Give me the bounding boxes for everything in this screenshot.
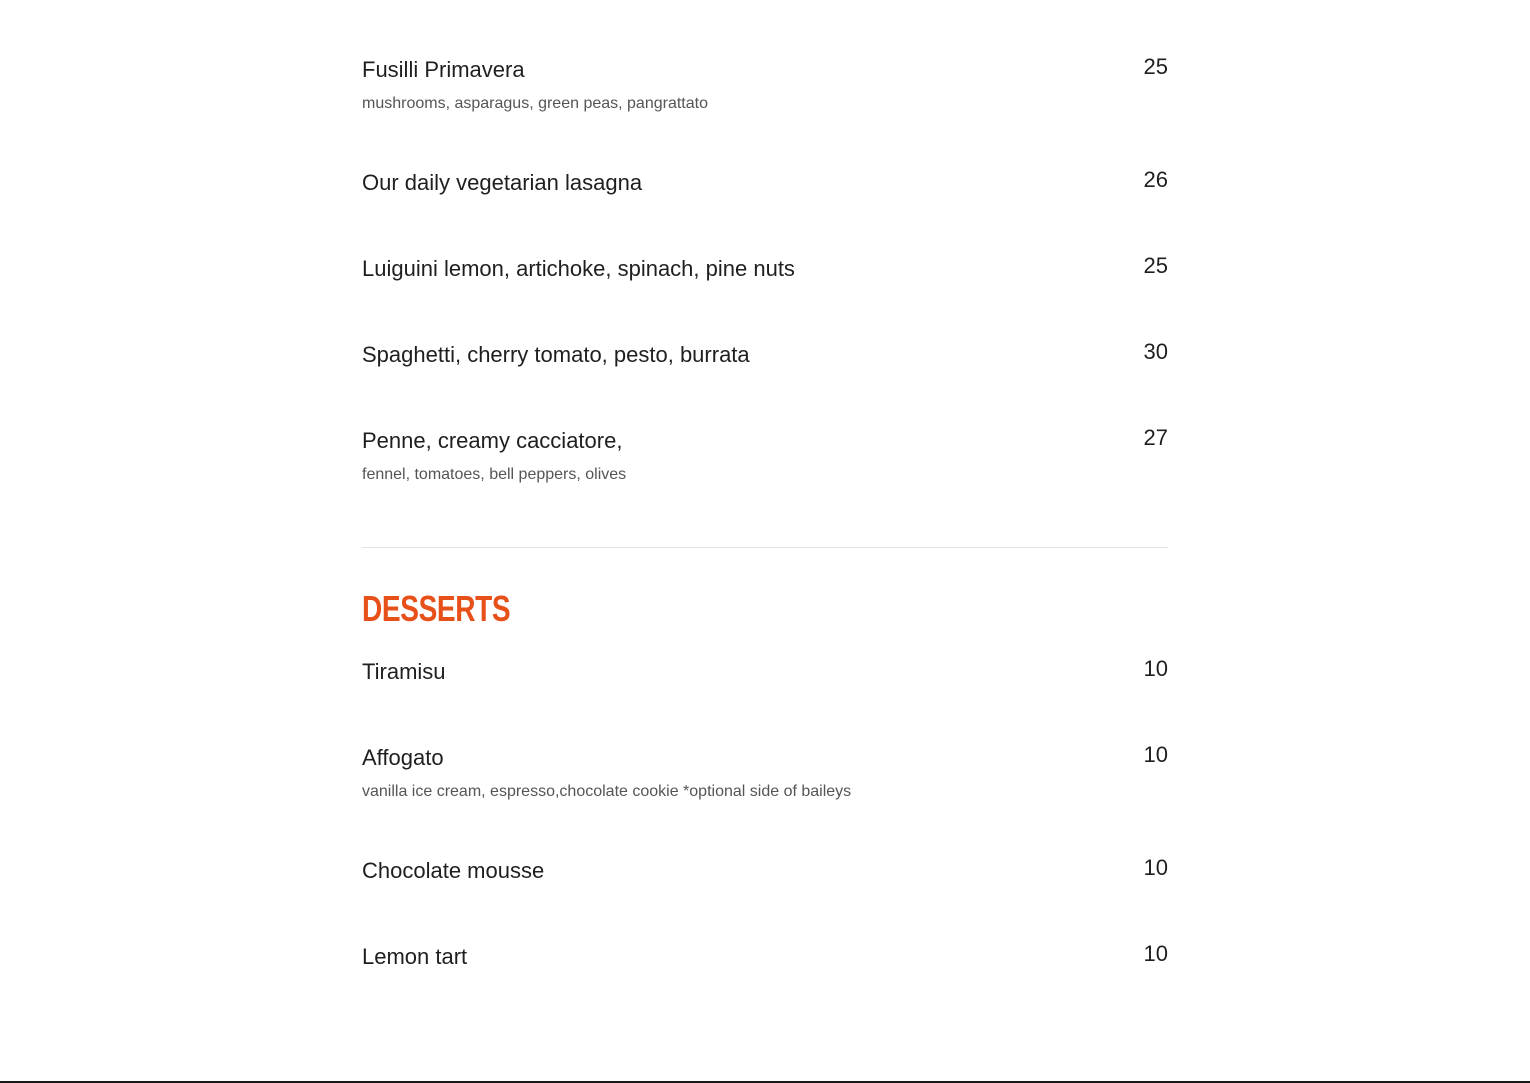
menu-item-price: 10 <box>1143 656 1168 681</box>
menu-item-price: 10 <box>1143 742 1168 767</box>
previous-section-heading-cut <box>362 0 782 4</box>
menu-item-name: Luiguini lemon, artichoke, spinach, pine nuts <box>362 256 795 281</box>
menu-item-name: Chocolate mousse <box>362 858 545 883</box>
menu-item-name: Spaghetti, cherry tomato, pesto, burrata <box>362 342 750 367</box>
menu-item-price: 27 <box>1143 425 1168 450</box>
menu-item-description: fennel, tomatoes, bell peppers, olives <box>362 466 627 483</box>
menu-item-description: vanilla ice cream, espresso,chocolate cookie *optional side of baileys <box>362 783 852 800</box>
menu-item-price: 26 <box>1143 167 1168 192</box>
menu-item-name: Lemon tart <box>362 944 468 969</box>
menu-item-description: mushrooms, asparagus, green peas, pangrattato <box>362 95 708 112</box>
menu-item-price: 10 <box>1143 941 1168 966</box>
menu-item-name: Tiramisu <box>362 659 446 684</box>
section-title-desserts: DESSERTS <box>362 588 511 629</box>
menu-item-name: Fusilli Primavera <box>362 57 525 82</box>
section-divider <box>362 547 1168 548</box>
menu-item-name: Penne, creamy cacciatore, <box>362 428 623 453</box>
menu-item-price: 25 <box>1143 253 1168 278</box>
menu-item-price: 25 <box>1143 54 1168 79</box>
menu-item-name: Affogato <box>362 745 444 770</box>
menu-item-name: Our daily vegetarian lasagna <box>362 170 643 195</box>
menu-item-price: 30 <box>1143 339 1168 364</box>
menu-item-price: 10 <box>1143 855 1168 880</box>
